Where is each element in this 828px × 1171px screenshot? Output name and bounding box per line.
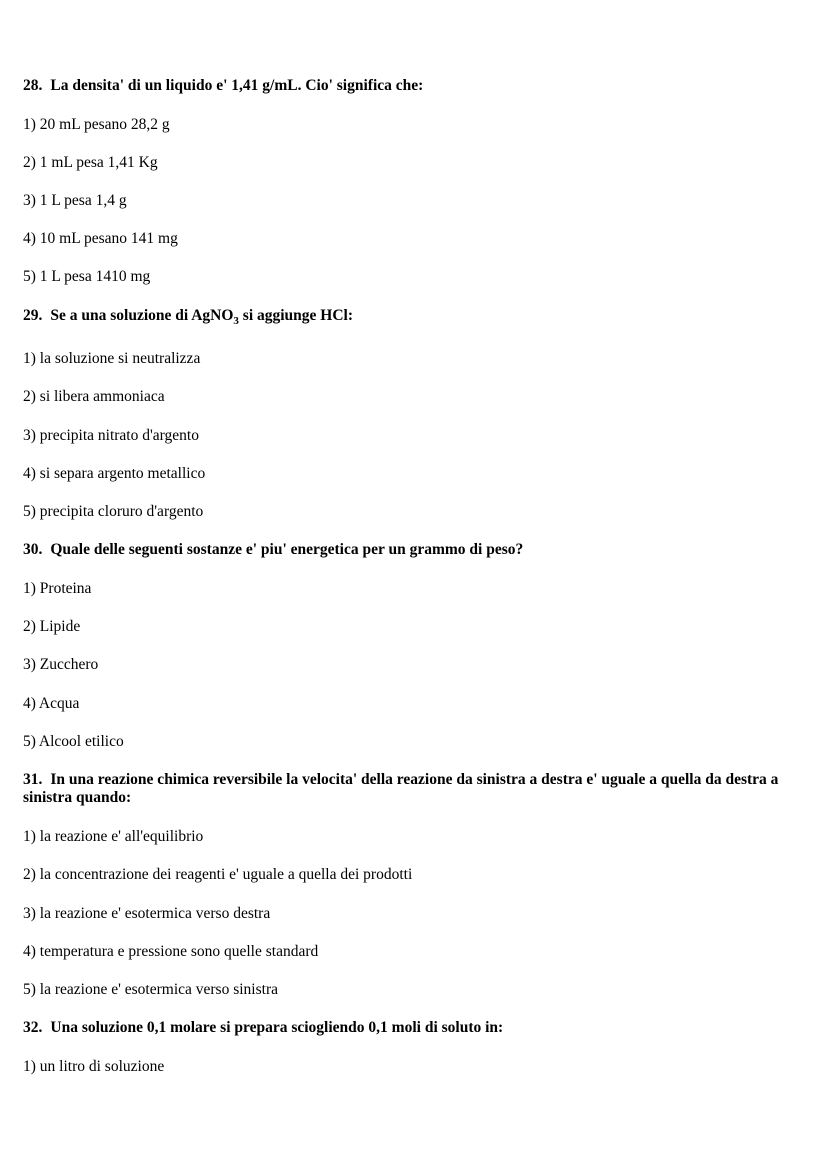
question-28-option-2: 2) 1 mL pesa 1,41 Kg <box>23 154 158 171</box>
question-28-option-5: 5) 1 L pesa 1410 mg <box>23 268 151 285</box>
question-31-option-2: 2) la concentrazione dei reagenti e' uguale a quella dei prodotti <box>23 866 413 883</box>
question-29-option-3: 3) precipita nitrato d'argento <box>23 427 199 444</box>
question-28-option-4: 4) 10 mL pesano 141 mg <box>23 230 178 247</box>
question-29-option-4: 4) si separa argento metallico <box>23 465 206 482</box>
question-number: 31. <box>23 771 43 788</box>
question-31-heading <box>23 771 793 807</box>
question-32-heading <box>23 1019 793 1037</box>
question-text: In una reazione chimica reversibile la velocita' della reazione da sinistra a destra e' uguale a quella da destra a sinistra quando: <box>23 771 779 806</box>
question-text: La densita' di un liquido e' 1,41 g/mL. Cio' significa che: <box>50 77 424 94</box>
question-30-option-4: 4) Acqua <box>23 695 80 712</box>
question-30-heading <box>23 541 793 559</box>
subscript: 3 <box>233 315 239 327</box>
question-number: 29. <box>23 307 43 324</box>
question-29-option-5: 5) precipita cloruro d'argento <box>23 503 204 520</box>
question-30-option-2: 2) Lipide <box>23 618 81 635</box>
question-30-option-3: 3) Zucchero <box>23 656 99 673</box>
question-32-option-1: 1) un litro di soluzione <box>23 1058 165 1075</box>
question-text-part: si aggiunge HCl: <box>238 307 354 324</box>
question-28-heading <box>23 77 793 95</box>
question-31-option-5: 5) la reazione e' esotermica verso sinistra <box>23 981 278 998</box>
question-text: Quale delle seguenti sostanze e' piu' energetica per un grammo di peso? <box>50 541 524 558</box>
question-text-part: Se a una soluzione di AgNO <box>50 307 234 324</box>
question-text: Una soluzione 0,1 molare si prepara sciogliendo 0,1 moli di soluto in: <box>50 1019 504 1036</box>
question-30-option-5: 5) Alcool etilico <box>23 733 124 750</box>
question-30-option-1: 1) Proteina <box>23 580 92 597</box>
question-29-option-1: 1) la soluzione si neutralizza <box>23 350 201 367</box>
question-number: 32. <box>23 1019 43 1036</box>
question-28-option-1: 1) 20 mL pesano 28,2 g <box>23 116 170 133</box>
question-number: 30. <box>23 541 43 558</box>
question-number: 28. <box>23 77 43 94</box>
question-31-option-4: 4) temperatura e pressione sono quelle standard <box>23 943 319 960</box>
question-31-option-1: 1) la reazione e' all'equilibrio <box>23 828 204 845</box>
question-29-option-2: 2) si libera ammoniaca <box>23 388 165 405</box>
question-28-option-3: 3) 1 L pesa 1,4 g <box>23 192 127 209</box>
question-31-option-3: 3) la reazione e' esotermica verso destra <box>23 905 271 922</box>
question-29-heading <box>23 307 793 325</box>
